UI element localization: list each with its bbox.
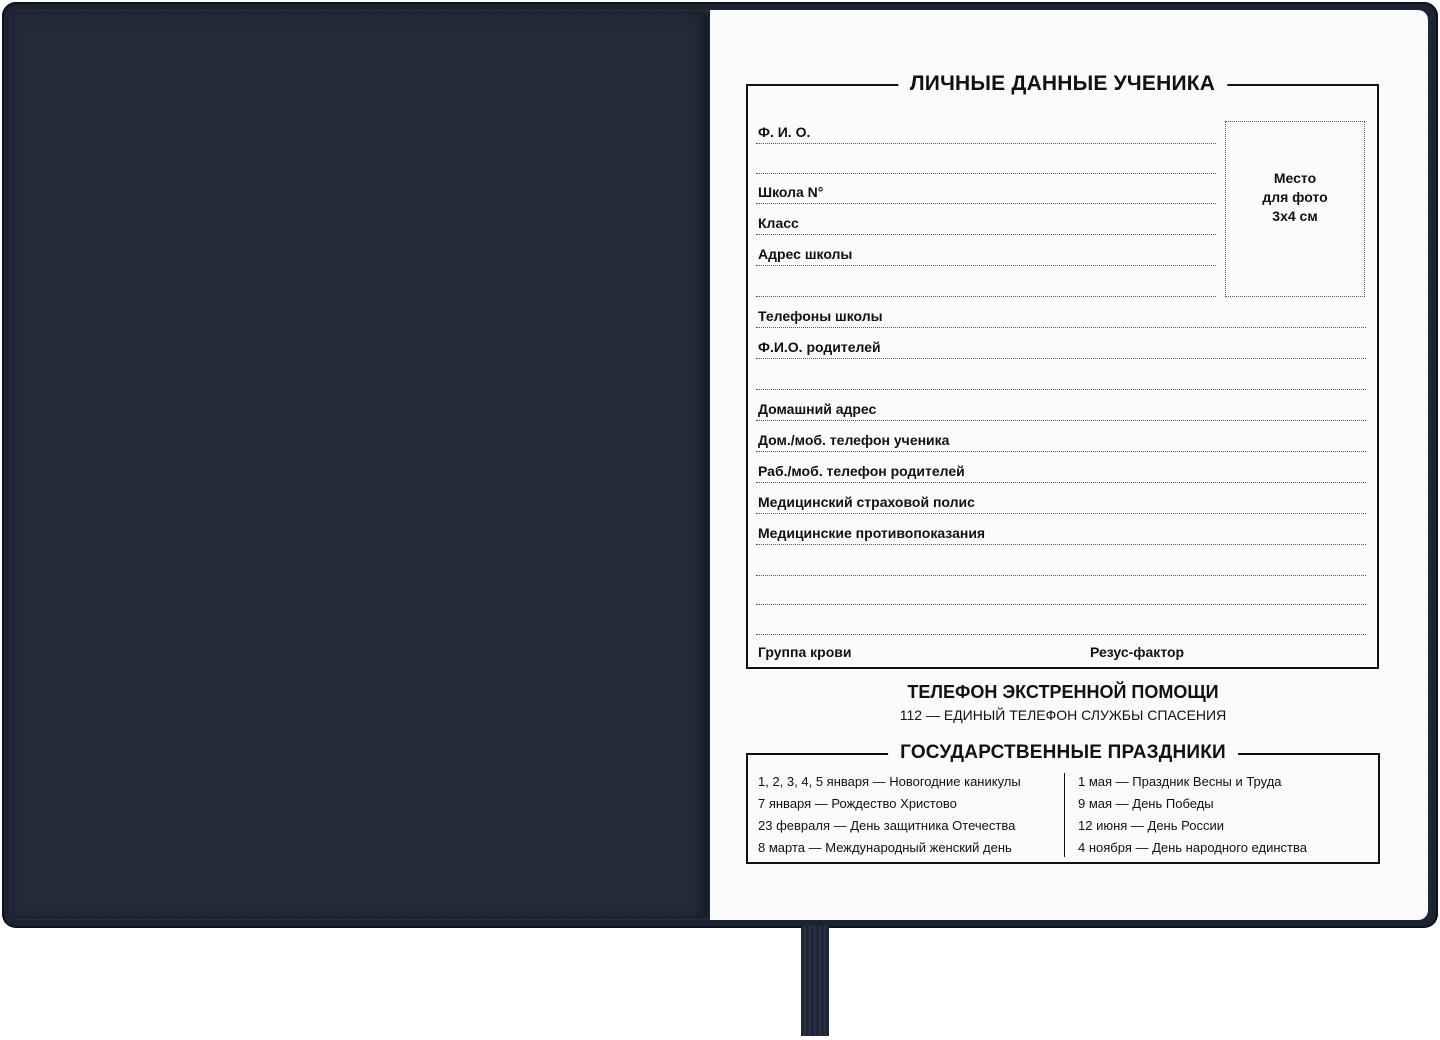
field-contraindications: Медицинские противопоказания bbox=[756, 518, 1366, 545]
holiday-item: 1 мая — Праздник Весны и Труда bbox=[1078, 774, 1282, 789]
field-contraindications-line-4 bbox=[756, 608, 1366, 635]
field-school-no: Школа N° bbox=[756, 178, 1216, 204]
field-blood-group: Группа крови bbox=[758, 644, 852, 660]
field-student-phone: Дом./моб. телефон ученика bbox=[756, 425, 1366, 452]
inner-cover-left bbox=[14, 12, 708, 918]
field-class: Класс bbox=[756, 208, 1216, 235]
holiday-item: 23 февраля — День защитника Отечества bbox=[758, 818, 1016, 833]
emergency-title: ТЕЛЕФОН ЭКСТРЕННОЙ ПОМОЩИ bbox=[907, 682, 1219, 702]
field-contraindications-line-3 bbox=[756, 578, 1366, 605]
field-insurance: Медицинский страховой полис bbox=[756, 487, 1366, 514]
field-school-address-line-2 bbox=[756, 270, 1216, 297]
personal-data-title: ЛИЧНЫЕ ДАННЫЕ УЧЕНИКА bbox=[898, 72, 1227, 96]
holiday-item: 9 мая — День Победы bbox=[1078, 796, 1214, 811]
holidays-divider bbox=[1064, 773, 1065, 857]
emergency-line: 112 — ЕДИНЫЙ ТЕЛЕФОН СЛУЖБЫ СПАСЕНИЯ bbox=[899, 707, 1227, 723]
holiday-item: 12 июня — День России bbox=[1078, 818, 1224, 833]
field-contraindications-line-2 bbox=[756, 549, 1366, 576]
holidays-right-column bbox=[1078, 771, 1307, 859]
field-parents-fio: Ф.И.О. родителей bbox=[756, 332, 1366, 359]
field-school-address: Адрес школы bbox=[756, 239, 1216, 266]
field-fio-line-2 bbox=[756, 146, 1216, 174]
field-parents-phone: Раб./моб. телефон родителей bbox=[756, 456, 1366, 483]
holiday-item: 8 марта — Международный женский день bbox=[758, 840, 1012, 855]
holiday-item: 7 января — Рождество Христово bbox=[758, 796, 957, 811]
field-fio: Ф. И. О. bbox=[756, 118, 1216, 144]
holidays-title: ГОСУДАРСТВЕННЫЕ ПРАЗДНИКИ bbox=[888, 742, 1238, 764]
field-home-address: Домашний адрес bbox=[756, 394, 1366, 421]
holiday-item: 1, 2, 3, 4, 5 января — Новогодние каникулы bbox=[758, 774, 1021, 789]
photo-placeholder: Место для фото 3x4 см bbox=[1225, 121, 1365, 297]
field-rh-factor: Резус-фактор bbox=[1090, 644, 1185, 660]
holiday-item: 4 ноября — День народного единства bbox=[1078, 840, 1307, 855]
field-school-phones: Телефоны школы bbox=[756, 301, 1366, 328]
ribbon-bookmark bbox=[801, 926, 829, 1036]
field-parents-fio-line-2 bbox=[756, 363, 1366, 390]
holidays-left-column bbox=[758, 771, 1021, 859]
